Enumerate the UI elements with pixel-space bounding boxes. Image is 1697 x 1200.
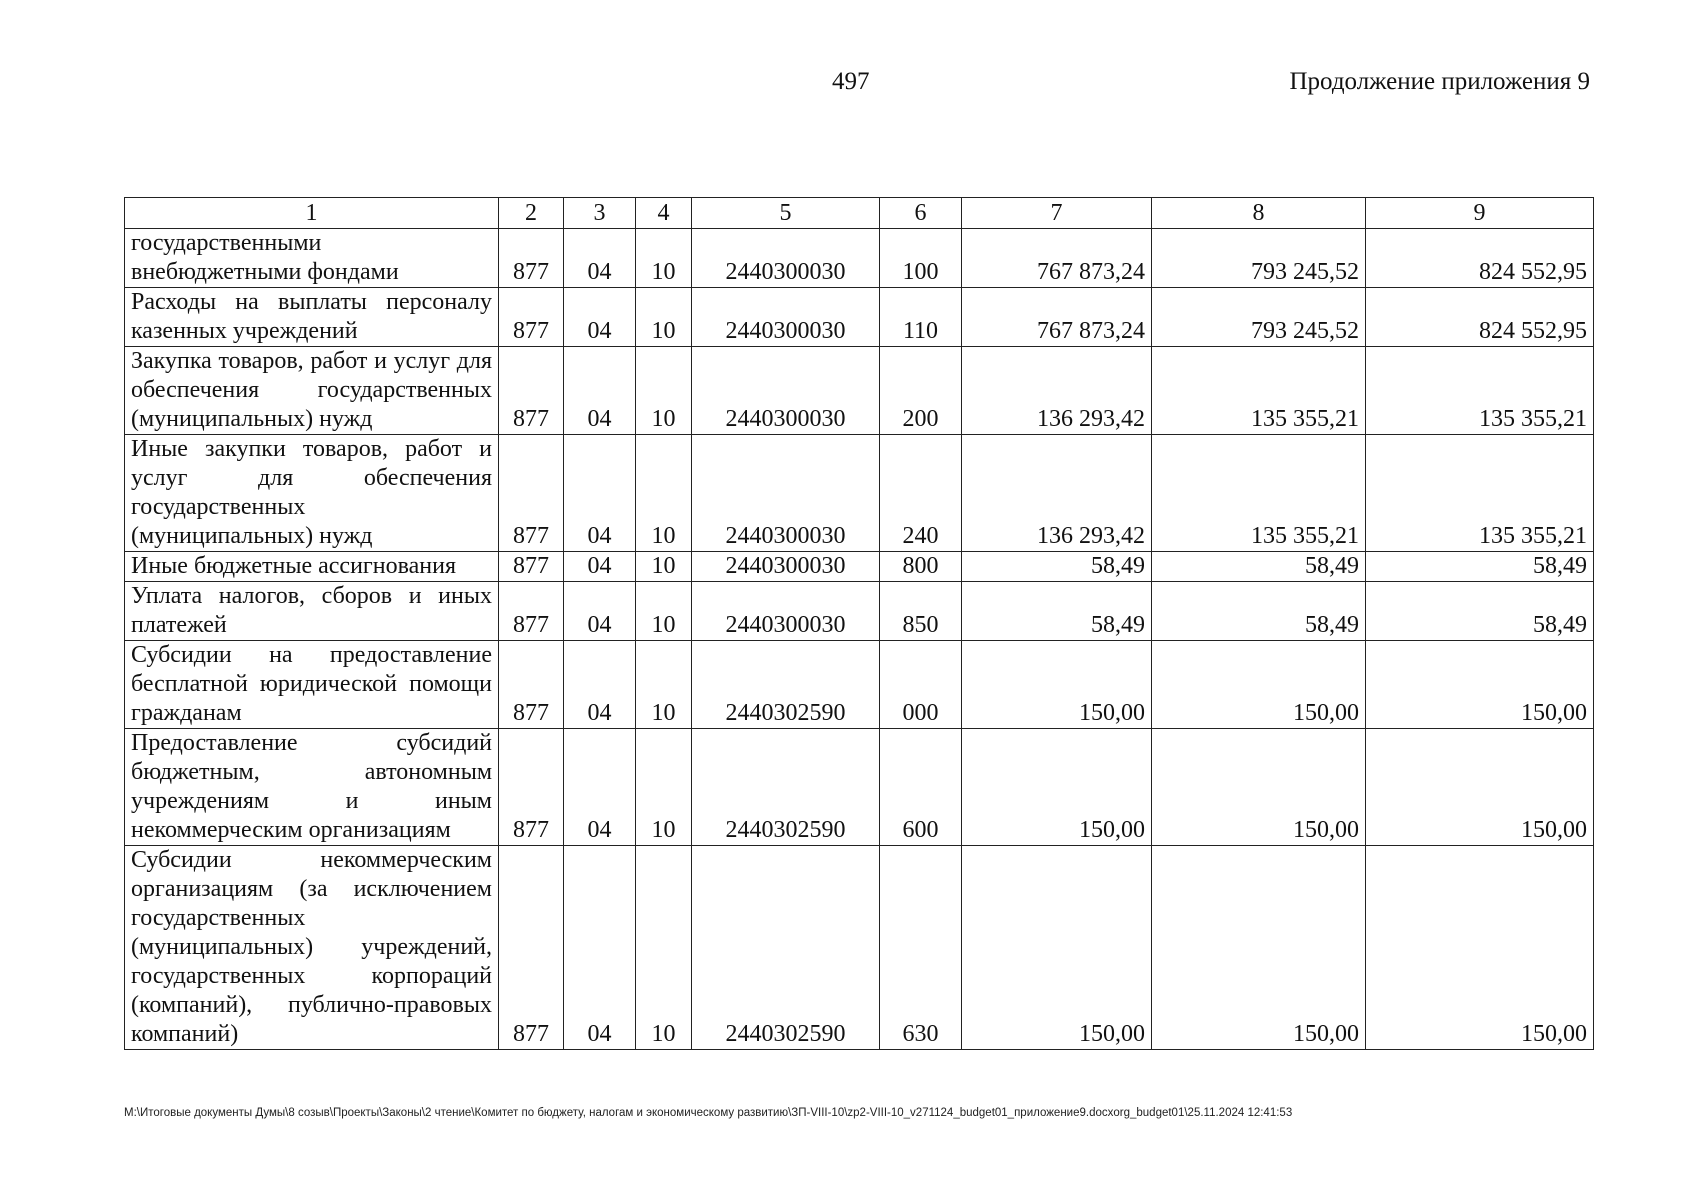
table-row (125, 347, 1594, 435)
amount-col9: 135 355,21 (1366, 435, 1594, 552)
subsection-code: 10 (636, 435, 692, 552)
table-row (125, 582, 1594, 641)
target-article-code: 2440302590 (692, 641, 880, 729)
expense-name: Предоставление субсидий бюджетным, автономным учреждениям и иным некоммерческим организациям (125, 729, 499, 846)
column-header: 1 (125, 198, 499, 229)
target-article-code: 2440300030 (692, 288, 880, 347)
subsection-code: 10 (636, 229, 692, 288)
expense-name: Уплата налогов, сборов и иных платежей (125, 582, 499, 641)
expense-type-code: 110 (880, 288, 962, 347)
page-number: 497 (832, 68, 870, 95)
expense-name: Закупка товаров, работ и услуг для обеспечения государственных (муниципальных) нужд (125, 347, 499, 435)
ministry-code: 877 (499, 552, 564, 582)
amount-col9: 824 552,95 (1366, 229, 1594, 288)
table-row (125, 288, 1594, 347)
expense-name: Иные закупки товаров, работ и услуг для обеспечения государственных (муниципальных) нужд (125, 435, 499, 552)
target-article-code: 2440300030 (692, 347, 880, 435)
column-header: 2 (499, 198, 564, 229)
subsection-code: 10 (636, 582, 692, 641)
ministry-code: 877 (499, 229, 564, 288)
expense-type-code: 200 (880, 347, 962, 435)
table-row (125, 435, 1594, 552)
amount-col8: 135 355,21 (1152, 347, 1366, 435)
subsection-code: 10 (636, 846, 692, 1050)
section-code: 04 (564, 288, 636, 347)
section-code: 04 (564, 435, 636, 552)
amount-col7: 767 873,24 (962, 229, 1152, 288)
expense-name: Расходы на выплаты персоналу казенных учреждений (125, 288, 499, 347)
expense-name: Иные бюджетные ассигнования (125, 552, 499, 582)
ministry-code: 877 (499, 729, 564, 846)
expense-name: Субсидии некоммерческим организациям (за исключением государственных (муниципальных) учреждений, государственных корпораций (компаний), публично-правовых компаний) (125, 846, 499, 1050)
target-article-code: 2440302590 (692, 729, 880, 846)
amount-col8: 150,00 (1152, 846, 1366, 1050)
table-row (125, 229, 1594, 288)
target-article-code: 2440302590 (692, 846, 880, 1050)
expense-type-code: 100 (880, 229, 962, 288)
appendix-continuation-title: Продолжение приложения 9 (1289, 68, 1590, 95)
expense-type-code: 630 (880, 846, 962, 1050)
expense-type-code: 850 (880, 582, 962, 641)
subsection-code: 10 (636, 288, 692, 347)
amount-col8: 150,00 (1152, 641, 1366, 729)
column-header: 7 (962, 198, 1152, 229)
section-code: 04 (564, 552, 636, 582)
expense-name: Субсидии на предоставление бесплатной юридической помощи гражданам (125, 641, 499, 729)
section-code: 04 (564, 347, 636, 435)
column-header: 4 (636, 198, 692, 229)
subsection-code: 10 (636, 347, 692, 435)
ministry-code: 877 (499, 435, 564, 552)
expense-type-code: 600 (880, 729, 962, 846)
column-header: 3 (564, 198, 636, 229)
table-row (125, 641, 1594, 729)
ministry-code: 877 (499, 846, 564, 1050)
column-header: 9 (1366, 198, 1594, 229)
amount-col9: 135 355,21 (1366, 347, 1594, 435)
amount-col8: 793 245,52 (1152, 288, 1366, 347)
expense-name: государственными внебюджетными фондами (125, 229, 499, 288)
amount-col9: 58,49 (1366, 552, 1594, 582)
subsection-code: 10 (636, 729, 692, 846)
amount-col7: 767 873,24 (962, 288, 1152, 347)
amount-col7: 150,00 (962, 729, 1152, 846)
section-code: 04 (564, 582, 636, 641)
section-code: 04 (564, 229, 636, 288)
amount-col8: 150,00 (1152, 729, 1366, 846)
ministry-code: 877 (499, 288, 564, 347)
amount-col7: 136 293,42 (962, 347, 1152, 435)
amount-col8: 793 245,52 (1152, 229, 1366, 288)
amount-col9: 824 552,95 (1366, 288, 1594, 347)
table-row (125, 552, 1594, 582)
amount-col8: 58,49 (1152, 582, 1366, 641)
target-article-code: 2440300030 (692, 582, 880, 641)
amount-col7: 58,49 (962, 552, 1152, 582)
amount-col9: 150,00 (1366, 641, 1594, 729)
amount-col9: 150,00 (1366, 846, 1594, 1050)
section-code: 04 (564, 729, 636, 846)
expense-type-code: 800 (880, 552, 962, 582)
section-code: 04 (564, 641, 636, 729)
target-article-code: 2440300030 (692, 552, 880, 582)
table-row (125, 729, 1594, 846)
amount-col9: 150,00 (1366, 729, 1594, 846)
expense-type-code: 240 (880, 435, 962, 552)
expense-type-code: 000 (880, 641, 962, 729)
ministry-code: 877 (499, 582, 564, 641)
amount-col8: 135 355,21 (1152, 435, 1366, 552)
section-code: 04 (564, 846, 636, 1050)
amount-col9: 58,49 (1366, 582, 1594, 641)
subsection-code: 10 (636, 552, 692, 582)
amount-col7: 150,00 (962, 846, 1152, 1050)
subsection-code: 10 (636, 641, 692, 729)
budget-table (124, 197, 1594, 1050)
target-article-code: 2440300030 (692, 435, 880, 552)
target-article-code: 2440300030 (692, 229, 880, 288)
column-header: 5 (692, 198, 880, 229)
ministry-code: 877 (499, 641, 564, 729)
file-path-footer: M:\Итоговые документы Думы\8 созыв\Проекты\Законы\2 чтение\Комитет по бюджету, налогам и экономическому развитию\ЗП-VIII-10\zp2-VIII-10_v271124_budget01_приложение9.docxorg_budget01\25.11.2024 12:41:53 (124, 1107, 1293, 1119)
table-row (125, 846, 1594, 1050)
amount-col8: 58,49 (1152, 552, 1366, 582)
column-header: 6 (880, 198, 962, 229)
column-number-row (125, 198, 1594, 229)
amount-col7: 58,49 (962, 582, 1152, 641)
amount-col7: 150,00 (962, 641, 1152, 729)
column-header: 8 (1152, 198, 1366, 229)
ministry-code: 877 (499, 347, 564, 435)
amount-col7: 136 293,42 (962, 435, 1152, 552)
